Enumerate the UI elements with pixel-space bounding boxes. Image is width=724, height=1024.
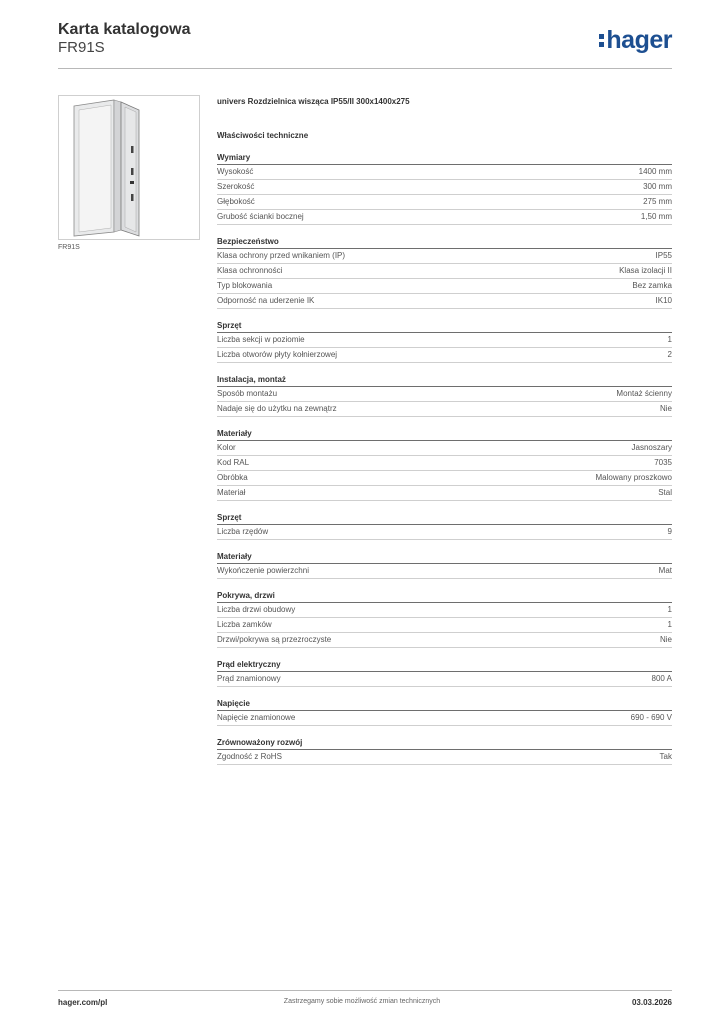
spec-row bbox=[217, 564, 672, 579]
spec-label: Głębokość bbox=[217, 197, 255, 206]
spec-label: Prąd znamionowy bbox=[217, 674, 281, 683]
footer-disclaimer: Zastrzegamy sobie możliwość zmian technicznych bbox=[283, 998, 441, 1005]
spec-row bbox=[217, 402, 672, 417]
footer-date: 03.03.2026 bbox=[631, 998, 672, 1007]
spec-value: Nie bbox=[659, 404, 672, 413]
spec-value: 1 bbox=[667, 605, 672, 614]
spec-value: 800 A bbox=[651, 674, 672, 683]
spec-row bbox=[217, 165, 672, 180]
spec-label: Drzwi/pokrywa są przezroczyste bbox=[217, 635, 332, 644]
spec-value: IK10 bbox=[655, 296, 672, 305]
logo-text: hager bbox=[606, 26, 672, 54]
spec-label: Nadaje się do użytku na zewnątrz bbox=[217, 404, 337, 413]
spec-row bbox=[217, 279, 672, 294]
spec-row bbox=[217, 750, 672, 765]
spec-row bbox=[217, 294, 672, 309]
spec-row bbox=[217, 387, 672, 402]
spec-value: Stal bbox=[658, 488, 672, 497]
spec-group-title: Pokrywa, drzwi bbox=[217, 589, 672, 603]
spec-row bbox=[217, 603, 672, 618]
spec-value: Mat bbox=[658, 566, 672, 575]
footer-divider bbox=[58, 990, 672, 991]
spec-value: 1400 mm bbox=[638, 167, 672, 176]
spec-label: Liczba zamków bbox=[217, 620, 272, 629]
spec-heading: Właściwości techniczne bbox=[217, 131, 309, 140]
spec-value: Tak bbox=[659, 752, 672, 761]
spec-row bbox=[217, 333, 672, 348]
spec-row bbox=[217, 195, 672, 210]
spec-value: 300 mm bbox=[643, 182, 672, 191]
spec-value: Bez zamka bbox=[632, 281, 672, 290]
spec-group bbox=[217, 736, 672, 765]
spec-group bbox=[217, 658, 672, 687]
spec-group-title: Bezpieczeństwo bbox=[217, 235, 672, 249]
spec-label: Klasa ochrony przed wnikaniem (IP) bbox=[217, 251, 346, 260]
logo-dots-icon bbox=[599, 34, 605, 50]
spec-row bbox=[217, 711, 672, 726]
spec-label: Sposób montażu bbox=[217, 389, 278, 398]
spec-label: Kod RAL bbox=[217, 458, 250, 467]
spec-label: Wysokość bbox=[217, 167, 254, 176]
spec-row bbox=[217, 633, 672, 648]
product-code: FR91S bbox=[58, 39, 105, 56]
spec-row bbox=[217, 486, 672, 501]
spec-label: Obróbka bbox=[217, 473, 248, 482]
spec-group-title: Prąd elektryczny bbox=[217, 658, 672, 672]
spec-value: Klasa izolacji II bbox=[619, 266, 672, 275]
spec-label: Liczba sekcji w poziomie bbox=[217, 335, 305, 344]
footer-website-link[interactable]: hager.com/pl bbox=[58, 998, 108, 1007]
spec-group-title: Materiały bbox=[217, 550, 672, 564]
spec-group-title: Sprzęt bbox=[217, 319, 672, 333]
spec-row bbox=[217, 456, 672, 471]
spec-value: 1 bbox=[667, 620, 672, 629]
spec-label: Materiał bbox=[217, 488, 246, 497]
spec-group-title: Instalacja, montaż bbox=[217, 373, 672, 387]
spec-label: Grubość ścianki bocznej bbox=[217, 212, 304, 221]
spec-label: Odporność na uderzenie IK bbox=[217, 296, 315, 305]
spec-group-title: Materiały bbox=[217, 427, 672, 441]
spec-label: Klasa ochronności bbox=[217, 266, 283, 275]
spec-label: Szerokość bbox=[217, 182, 255, 191]
spec-value: 9 bbox=[667, 527, 672, 536]
spec-group bbox=[217, 550, 672, 579]
spec-label: Zgodność z RoHS bbox=[217, 752, 282, 761]
spec-group bbox=[217, 373, 672, 417]
spec-value: IP55 bbox=[655, 251, 672, 260]
spec-group bbox=[217, 697, 672, 726]
spec-value: 1,50 mm bbox=[640, 212, 672, 221]
spec-value: 7035 bbox=[654, 458, 672, 467]
spec-group-title: Sprzęt bbox=[217, 511, 672, 525]
spec-group bbox=[217, 589, 672, 648]
spec-value: Malowany proszkowo bbox=[595, 473, 672, 482]
spec-label: Wykończenie powierzchni bbox=[217, 566, 309, 575]
spec-value: 1 bbox=[667, 335, 672, 344]
product-image bbox=[58, 95, 200, 240]
spec-group-title: Zrównoważony rozwój bbox=[217, 736, 672, 750]
spec-group-title: Napięcie bbox=[217, 697, 672, 711]
spec-row bbox=[217, 264, 672, 279]
hager-logo[interactable] bbox=[599, 26, 672, 54]
spec-value: Jasnoszary bbox=[631, 443, 672, 452]
spec-row bbox=[217, 618, 672, 633]
spec-value: Nie bbox=[659, 635, 672, 644]
spec-group bbox=[217, 235, 672, 309]
document-title: Karta katalogowa bbox=[58, 21, 191, 38]
spec-row bbox=[217, 249, 672, 264]
spec-value: 275 mm bbox=[643, 197, 672, 206]
spec-group bbox=[217, 427, 672, 501]
spec-row bbox=[217, 672, 672, 687]
spec-label: Kolor bbox=[217, 443, 236, 452]
spec-value: 690 - 690 V bbox=[630, 713, 672, 722]
enclosure-illustration-icon bbox=[59, 96, 199, 239]
spec-label: Liczba otworów płyty kołnierzowej bbox=[217, 350, 338, 359]
spec-label: Liczba rzędów bbox=[217, 527, 269, 536]
spec-group-title: Wymiary bbox=[217, 151, 672, 165]
spec-row bbox=[217, 180, 672, 195]
spec-row bbox=[217, 441, 672, 456]
spec-row bbox=[217, 525, 672, 540]
product-name: univers Rozdzielnica wisząca IP55/II 300x1400x275 bbox=[217, 97, 410, 106]
image-caption: FR91S bbox=[58, 244, 80, 251]
spec-group bbox=[217, 151, 672, 225]
spec-value: 2 bbox=[667, 350, 672, 359]
spec-row bbox=[217, 210, 672, 225]
spec-label: Liczba drzwi obudowy bbox=[217, 605, 296, 614]
spec-row bbox=[217, 471, 672, 486]
header-divider bbox=[58, 68, 672, 69]
spec-label: Napięcie znamionowe bbox=[217, 713, 296, 722]
spec-group bbox=[217, 511, 672, 540]
spec-value: Montaż ścienny bbox=[616, 389, 672, 398]
spec-group bbox=[217, 319, 672, 363]
product-details bbox=[217, 96, 672, 775]
spec-row bbox=[217, 348, 672, 363]
spec-label: Typ blokowania bbox=[217, 281, 273, 290]
spec-groups bbox=[217, 151, 672, 765]
